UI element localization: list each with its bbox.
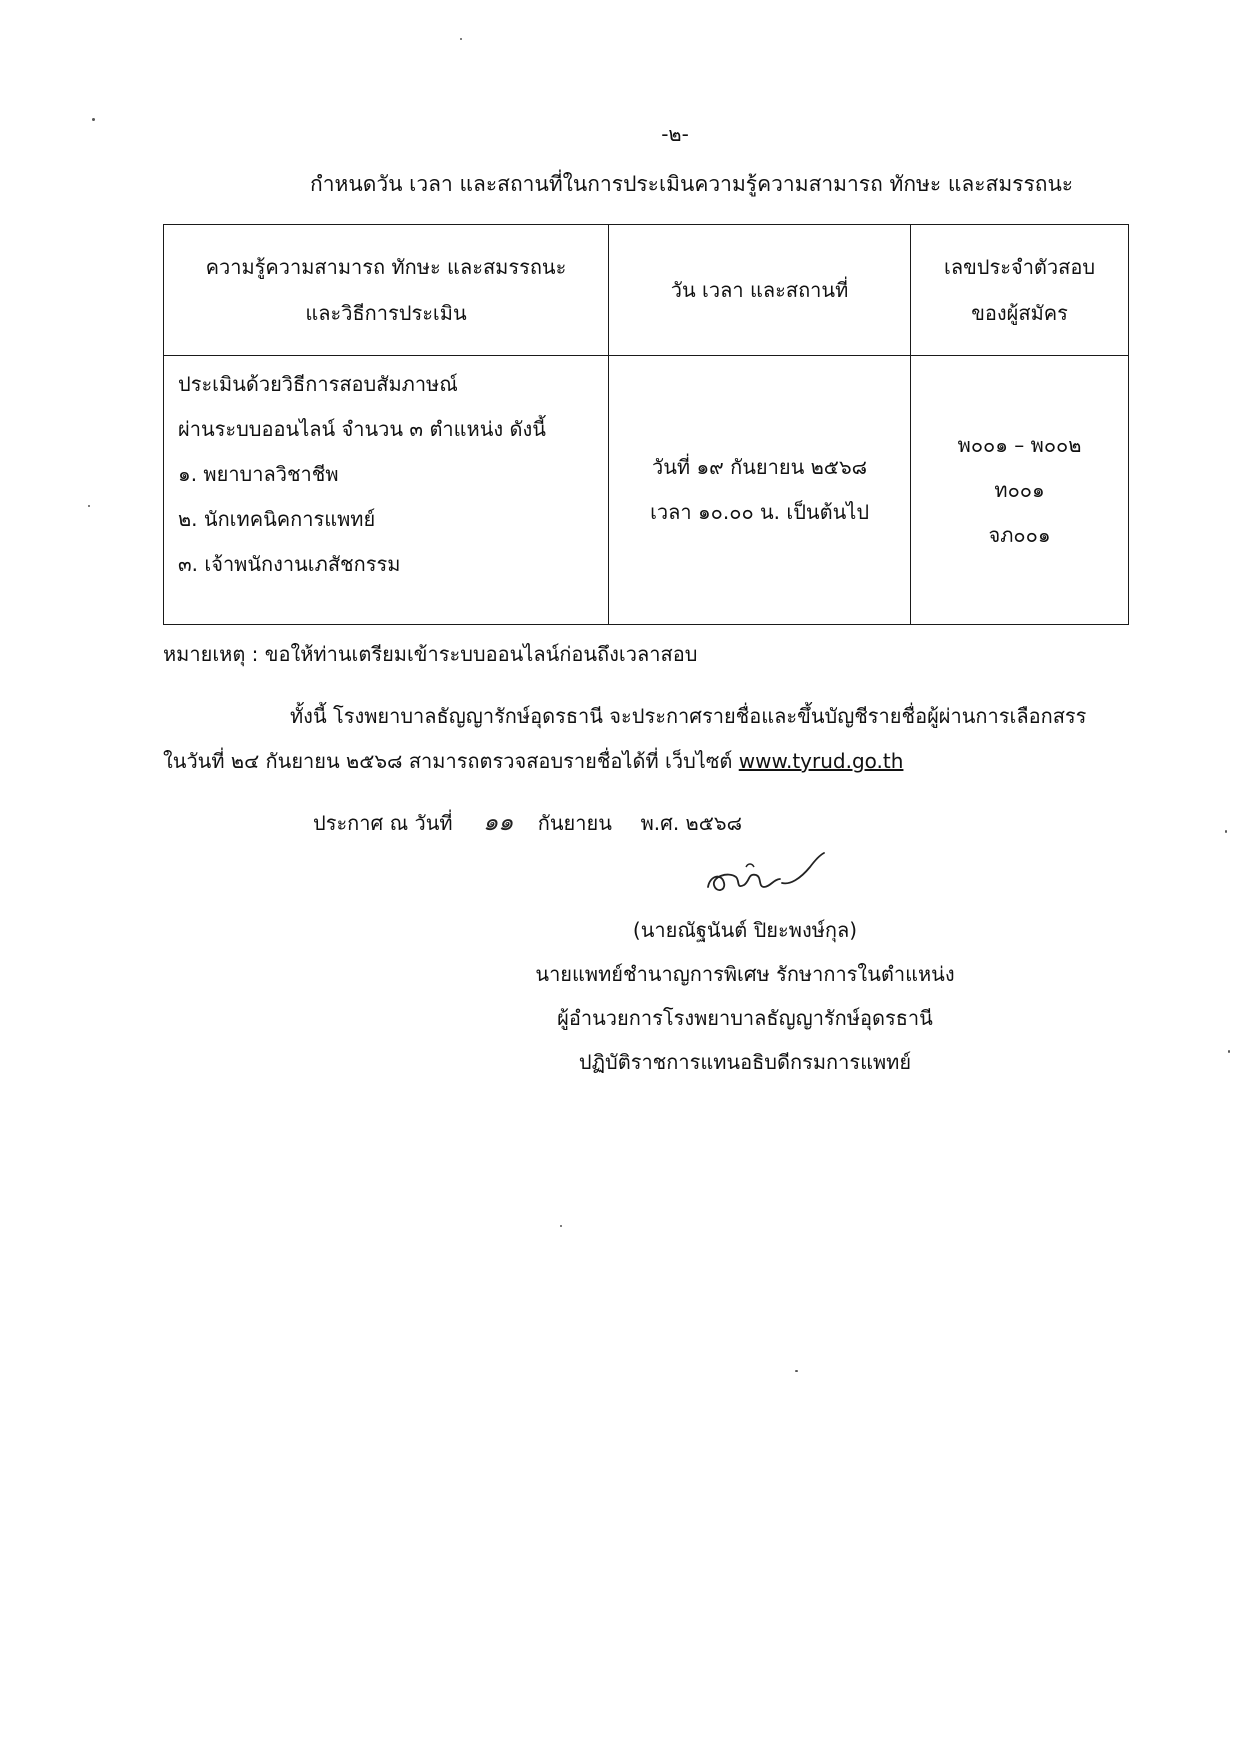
scan-speck xyxy=(1228,1050,1230,1053)
method-line: ผ่านระบบออนไลน์ จำนวน ๓ ตำแหน่ง ดังนี้ xyxy=(178,417,546,441)
table-row xyxy=(164,356,1129,625)
datetime-cell xyxy=(608,356,910,625)
signer-title: ปฏิบัติราชการแทนอธิบดีกรมการแพทย์ xyxy=(578,1050,912,1074)
exam-id-cell xyxy=(911,356,1129,625)
paragraph-line: ทั้งนี้ โรงพยาบาลธัญญารักษ์อุดรธานี จะประกาศรายชื่อและขึ้นบัญชีรายชื่อผู้ผ่านการเลือกสรร xyxy=(290,704,1087,728)
header-method xyxy=(164,225,609,356)
position-item: ๒. นักเทคนิคการแพทย์ xyxy=(178,507,376,531)
announcement-day: ๑๑ xyxy=(482,808,514,836)
exam-id: พ๐๐๑ – พ๐๐๒ xyxy=(957,432,1082,457)
announcement-date xyxy=(313,802,742,841)
exam-id: ท๐๐๑ xyxy=(994,477,1045,502)
signer-title: นายแพทย์ชำนาญการพิเศษ รักษาการในตำแหน่ง xyxy=(535,962,955,986)
announcement-month: กันยายน xyxy=(537,811,612,835)
scan-speck xyxy=(560,1225,562,1227)
header-exam-id-line: ของผู้สมัคร xyxy=(971,301,1068,325)
method-cell xyxy=(164,356,609,625)
header-method-line: ความรู้ความสามารถ ทักษะ และสมรรถนะ xyxy=(205,255,567,279)
website-link[interactable]: www.tyrud.go.th xyxy=(738,749,904,773)
header-method-line: และวิธีการประเมิน xyxy=(305,301,467,325)
scan-speck xyxy=(460,38,462,40)
scan-speck xyxy=(795,1370,798,1372)
header-exam-id xyxy=(911,225,1129,356)
position-item: ๓. เจ้าพนักงานเภสัชกรรม xyxy=(178,552,401,576)
remark: หมายเหตุ : ขอให้ท่านเตรียมเข้าระบบออนไลน์ก่อนถึงเวลาสอบ xyxy=(163,642,698,666)
page-number: -๒- xyxy=(661,122,689,146)
signer-title: ผู้อำนวยการโรงพยาบาลธัญญารักษ์อุดรธานี xyxy=(557,1006,933,1030)
scan-speck xyxy=(88,505,90,507)
document-heading: กำหนดวัน เวลา และสถานที่ในการประเมินความรู้ความสามารถ ทักษะ และสมรรถนะ xyxy=(310,172,1074,196)
announcement-prefix: ประกาศ ณ วันที่ xyxy=(313,811,453,835)
exam-time: เวลา ๑๐.๐๐ น. เป็นต้นไป xyxy=(650,500,870,524)
position-item: ๑. พยาบาลวิชาชีพ xyxy=(178,462,339,486)
exam-date: วันที่ ๑๙ กันยายน ๒๕๖๘ xyxy=(652,455,868,479)
method-line: ประเมินด้วยวิธีการสอบสัมภาษณ์ xyxy=(178,372,458,396)
signer-block xyxy=(500,908,990,1084)
scan-speck xyxy=(92,118,95,121)
exam-id: จภ๐๐๑ xyxy=(988,522,1051,547)
paragraph-line xyxy=(163,745,903,777)
header-exam-id-line: เลขประจำตัวสอบ xyxy=(944,255,1096,279)
announcement-year: พ.ศ. ๒๕๖๘ xyxy=(640,811,743,835)
header-datetime: วัน เวลา และสถานที่ xyxy=(608,225,910,356)
table-header-row xyxy=(164,225,1129,356)
handwritten-signature xyxy=(700,845,830,905)
signer-name: (นายณัฐนันต์ ปิยะพงษ์กุล) xyxy=(632,918,858,942)
schedule-table xyxy=(163,224,1129,625)
paragraph-text: ในวันที่ ๒๔ กันยายน ๒๕๖๘ สามารถตรวจสอบรายชื่อได้ที่ เว็บไซต์ xyxy=(163,749,739,773)
scan-speck xyxy=(1225,830,1227,833)
